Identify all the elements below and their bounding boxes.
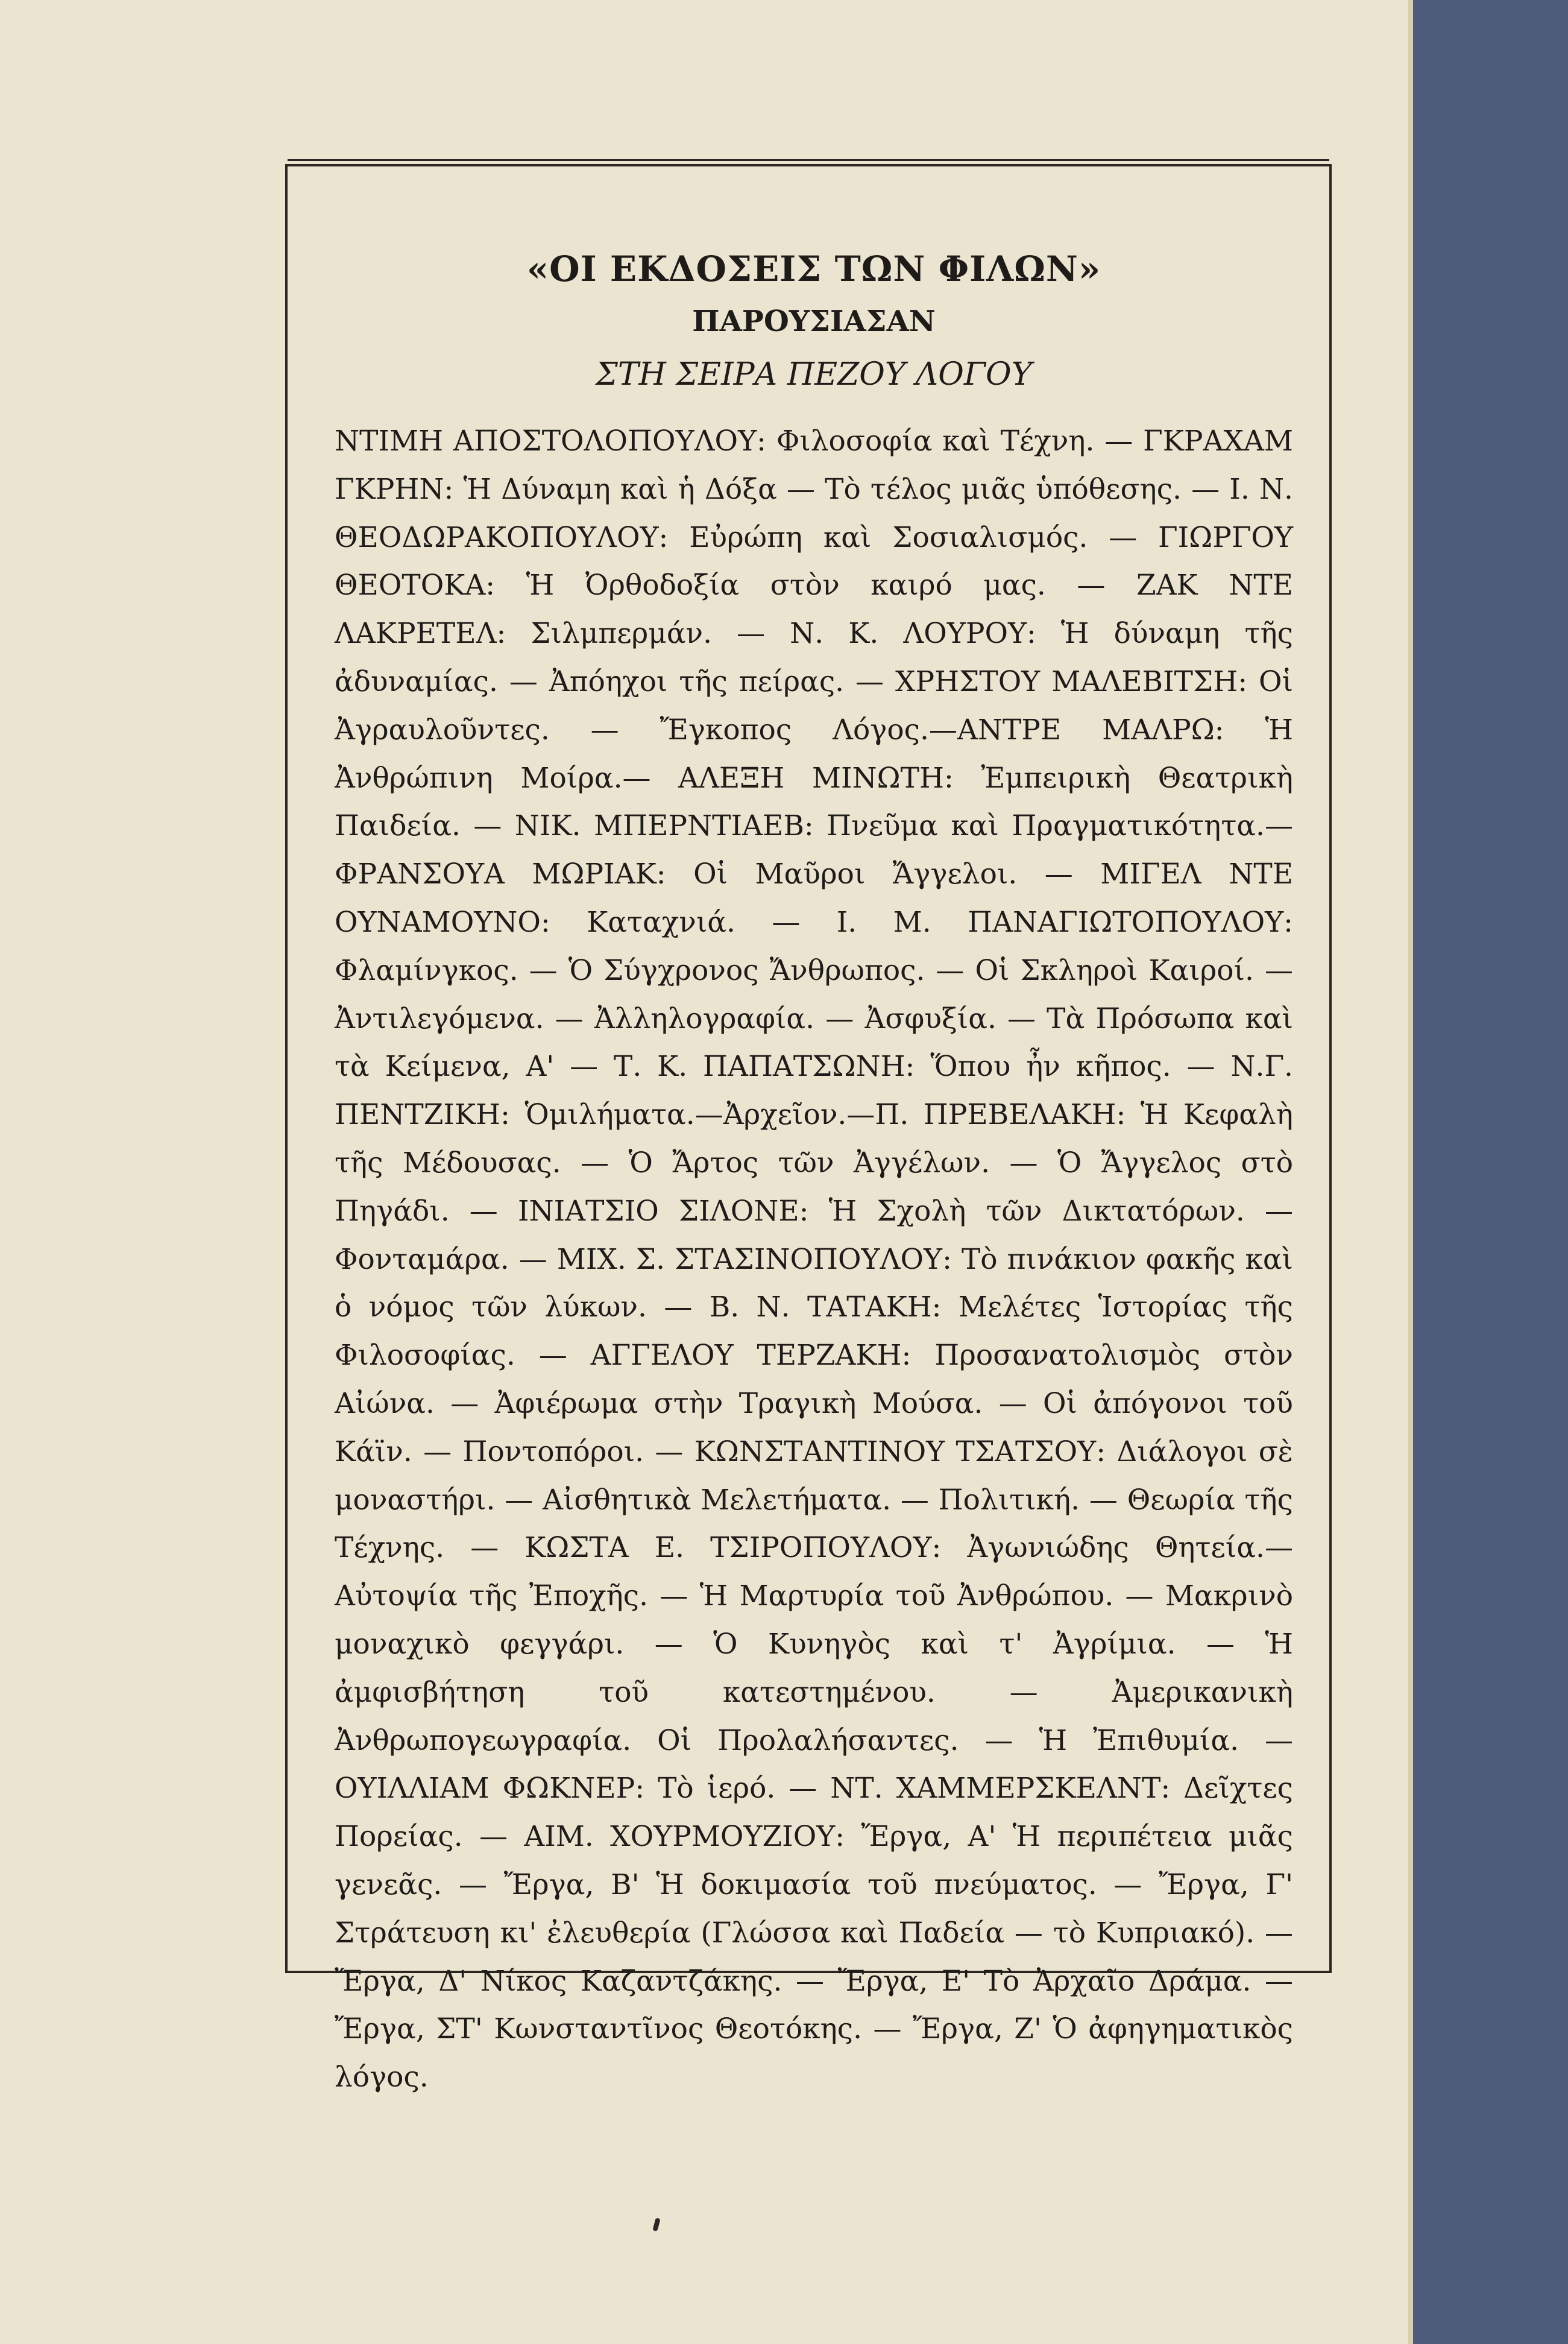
publisher-title: «ΟΙ ΕΚΔΟΣΕΙΣ ΤΩΝ ΦΙΛΩΝ» [526,248,1101,289]
catalogue-text: ΝΤΙΜΗ ΑΠΟΣΤΟΛΟΠΟΥΛΟΥ: Φιλοσοφία καὶ Τέχνη. — ΓΚΡΑΧΑΜ ΓΚΡΗΝ: Ἡ Δύναμη καὶ ἡ Δόξα — Τὸ τέλος μιᾶς ὑπόθεσης. — Ι. Ν. ΘΕΟΔΩΡΑΚΟΠΟΥΛΟΥ: Εὐρώπη καὶ Σοσιαλισμός. — ΓΙΩΡΓΟΥ ΘΕΟΤΟΚΑ: Ἡ Ὀρθοδοξία στὸν καιρό μας. — ΖΑΚ ΝΤΕ ΛΑΚΡΕΤΕΛ: Σιλμπερμάν. — Ν. Κ. ΛΟΥΡΟΥ: Ἡ δύναμη τῆς ἀδυναμίας. — Ἀπόηχοι τῆς πείρας. — ΧΡΗΣΤΟΥ ΜΑΛΕΒΙΤΣΗ: Οἱ Ἀγραυλοῦντες. — Ἔγκοπος Λόγος.—ΑΝΤΡΕ ΜΑΛΡΩ: Ἡ Ἀνθρώπινη Μοίρα.— ΑΛΕΞΗ ΜΙΝΩΤΗ: Ἐμπειρικὴ Θεατρικὴ Παιδεία. — ΝΙΚ. ΜΠΕΡΝΤΙΑΕΒ: Πνεῦμα καὶ Πραγματικότητα.—ΦΡΑΝΣΟΥΑ ΜΩΡΙΑΚ: Οἱ Μαῦροι Ἄγγελοι. — ΜΙΓΕΛ ΝΤΕ ΟΥΝΑΜΟΥΝΟ: Καταχνιά. — Ι. Μ. ΠΑΝΑΓΙΩΤΟΠΟΥΛΟΥ: Φλαμίνγκος. — Ὁ Σύγχρονος Ἄνθρωπος. — Οἱ Σκληροὶ Καιροί. — Ἀντιλεγόμενα. — Ἀλληλογραφία. — Ἀσφυξία. — Τὰ Πρόσωπα καὶ τὰ Κείμενα, Α' — Τ. Κ. ΠΑΠΑΤΣΩΝΗ: Ὅπου ἦν κῆπος. — Ν.Γ. ΠΕΝΤΖΙΚΗ: Ὁμιλήματα.—Ἀρχεῖον.—Π. ΠΡΕΒΕΛΑΚΗ: Ἡ Κεφαλὴ τῆς Μέδουσας. — Ὁ Ἄρτος τῶν Ἀγγέλων. — Ὁ Ἄγγελος στὸ Πηγάδι. — ΙΝΙΑΤΣΙΟ ΣΙΛΟΝΕ: Ἡ Σχολὴ τῶν Δικτατόρων. — Φονταμάρα. — ΜΙΧ. Σ. ΣΤΑΣΙΝΟΠΟΥΛΟΥ: Τὸ πινάκιον φακῆς καὶ ὁ νόμος τῶν λύκων. — Β. Ν. ΤΑΤΑΚΗ: Μελέτες Ἱστορίας τῆς Φιλοσοφίας. — ΑΓΓΕΛΟΥ ΤΕΡΖΑΚΗ: Προσανατολισμὸς στὸν Αἰώνα. — Ἀφιέρωμα στὴν Τραγικὴ Μούσα. — Οἱ ἀπόγονοι τοῦ Κάϊν. — Ποντοπόροι. — ΚΩΝΣΤΑΝΤΙΝΟΥ ΤΣΑΤΣΟΥ: Διάλογοι σὲ μοναστήρι. — Αἰσθητικὰ Μελετήματα. — Πολιτική. — Θεωρία τῆς Τέχνης. — ΚΩΣΤΑ Ε. ΤΣΙΡΟΠΟΥΛΟΥ: Ἀγωνιώδης Θητεία.—Αὐτοψία τῆς Ἐποχῆς. — Ἡ Μαρτυρία τοῦ Ἀνθρώπου. — Μακρινὸ μοναχικὸ φεγγάρι. — Ὁ Κυνηγὸς καὶ τ' Ἀγρίμια. — Ἡ ἀμφισβήτηση τοῦ κατεστημένου. — Ἀμερικανικὴ Ἀνθρωπογεωγραφία. Οἱ Προλαλήσαντες. — Ἡ Ἐπιθυμία. — ΟΥΙΛΛΙΑΜ ΦΩΚΝΕΡ: Τὸ ἱερό. — ΝΤ. ΧΑΜΜΕΡΣΚΕΛΝΤ: Δεῖχτες Πορείας. — ΑΙΜ. ΧΟΥΡΜΟΥΖΙΟΥ: Ἔργα, Α' Ἡ περιπέτεια μιᾶς γενεᾶς. — Ἔργα, Β' Ἡ δοκιμασία τοῦ πνεύματος. — Ἔργα, Γ' Στράτευση κι' ἐλευθερία (Γλώσσα καὶ Παδεία — τὸ Κυπριακό). — Ἔργα, Δ' Νίκος Καζαντζάκης. — Ἔργα, Ε' Τὸ Ἀρχαῖο Δράμα. — Ἔργα, ΣΤ' Κωνσταντῖνος Θεοτόκης. — Ἔργα, Ζ' Ὁ ἀφηγηματικὸς λόγος. [335,425,1293,2094]
book-spine [1413,0,1568,2344]
frame-top-rule [288,159,1329,161]
series-heading: ΣΤΗ ΣΕΙΡΑ ΠΕΖΟΥ ΛΟΓΟΥ [596,356,1032,393]
presented-heading: ΠΑΡΟΥΣΙΑΣΑΝ [692,305,936,338]
catalogue-block [335,247,1293,2102]
